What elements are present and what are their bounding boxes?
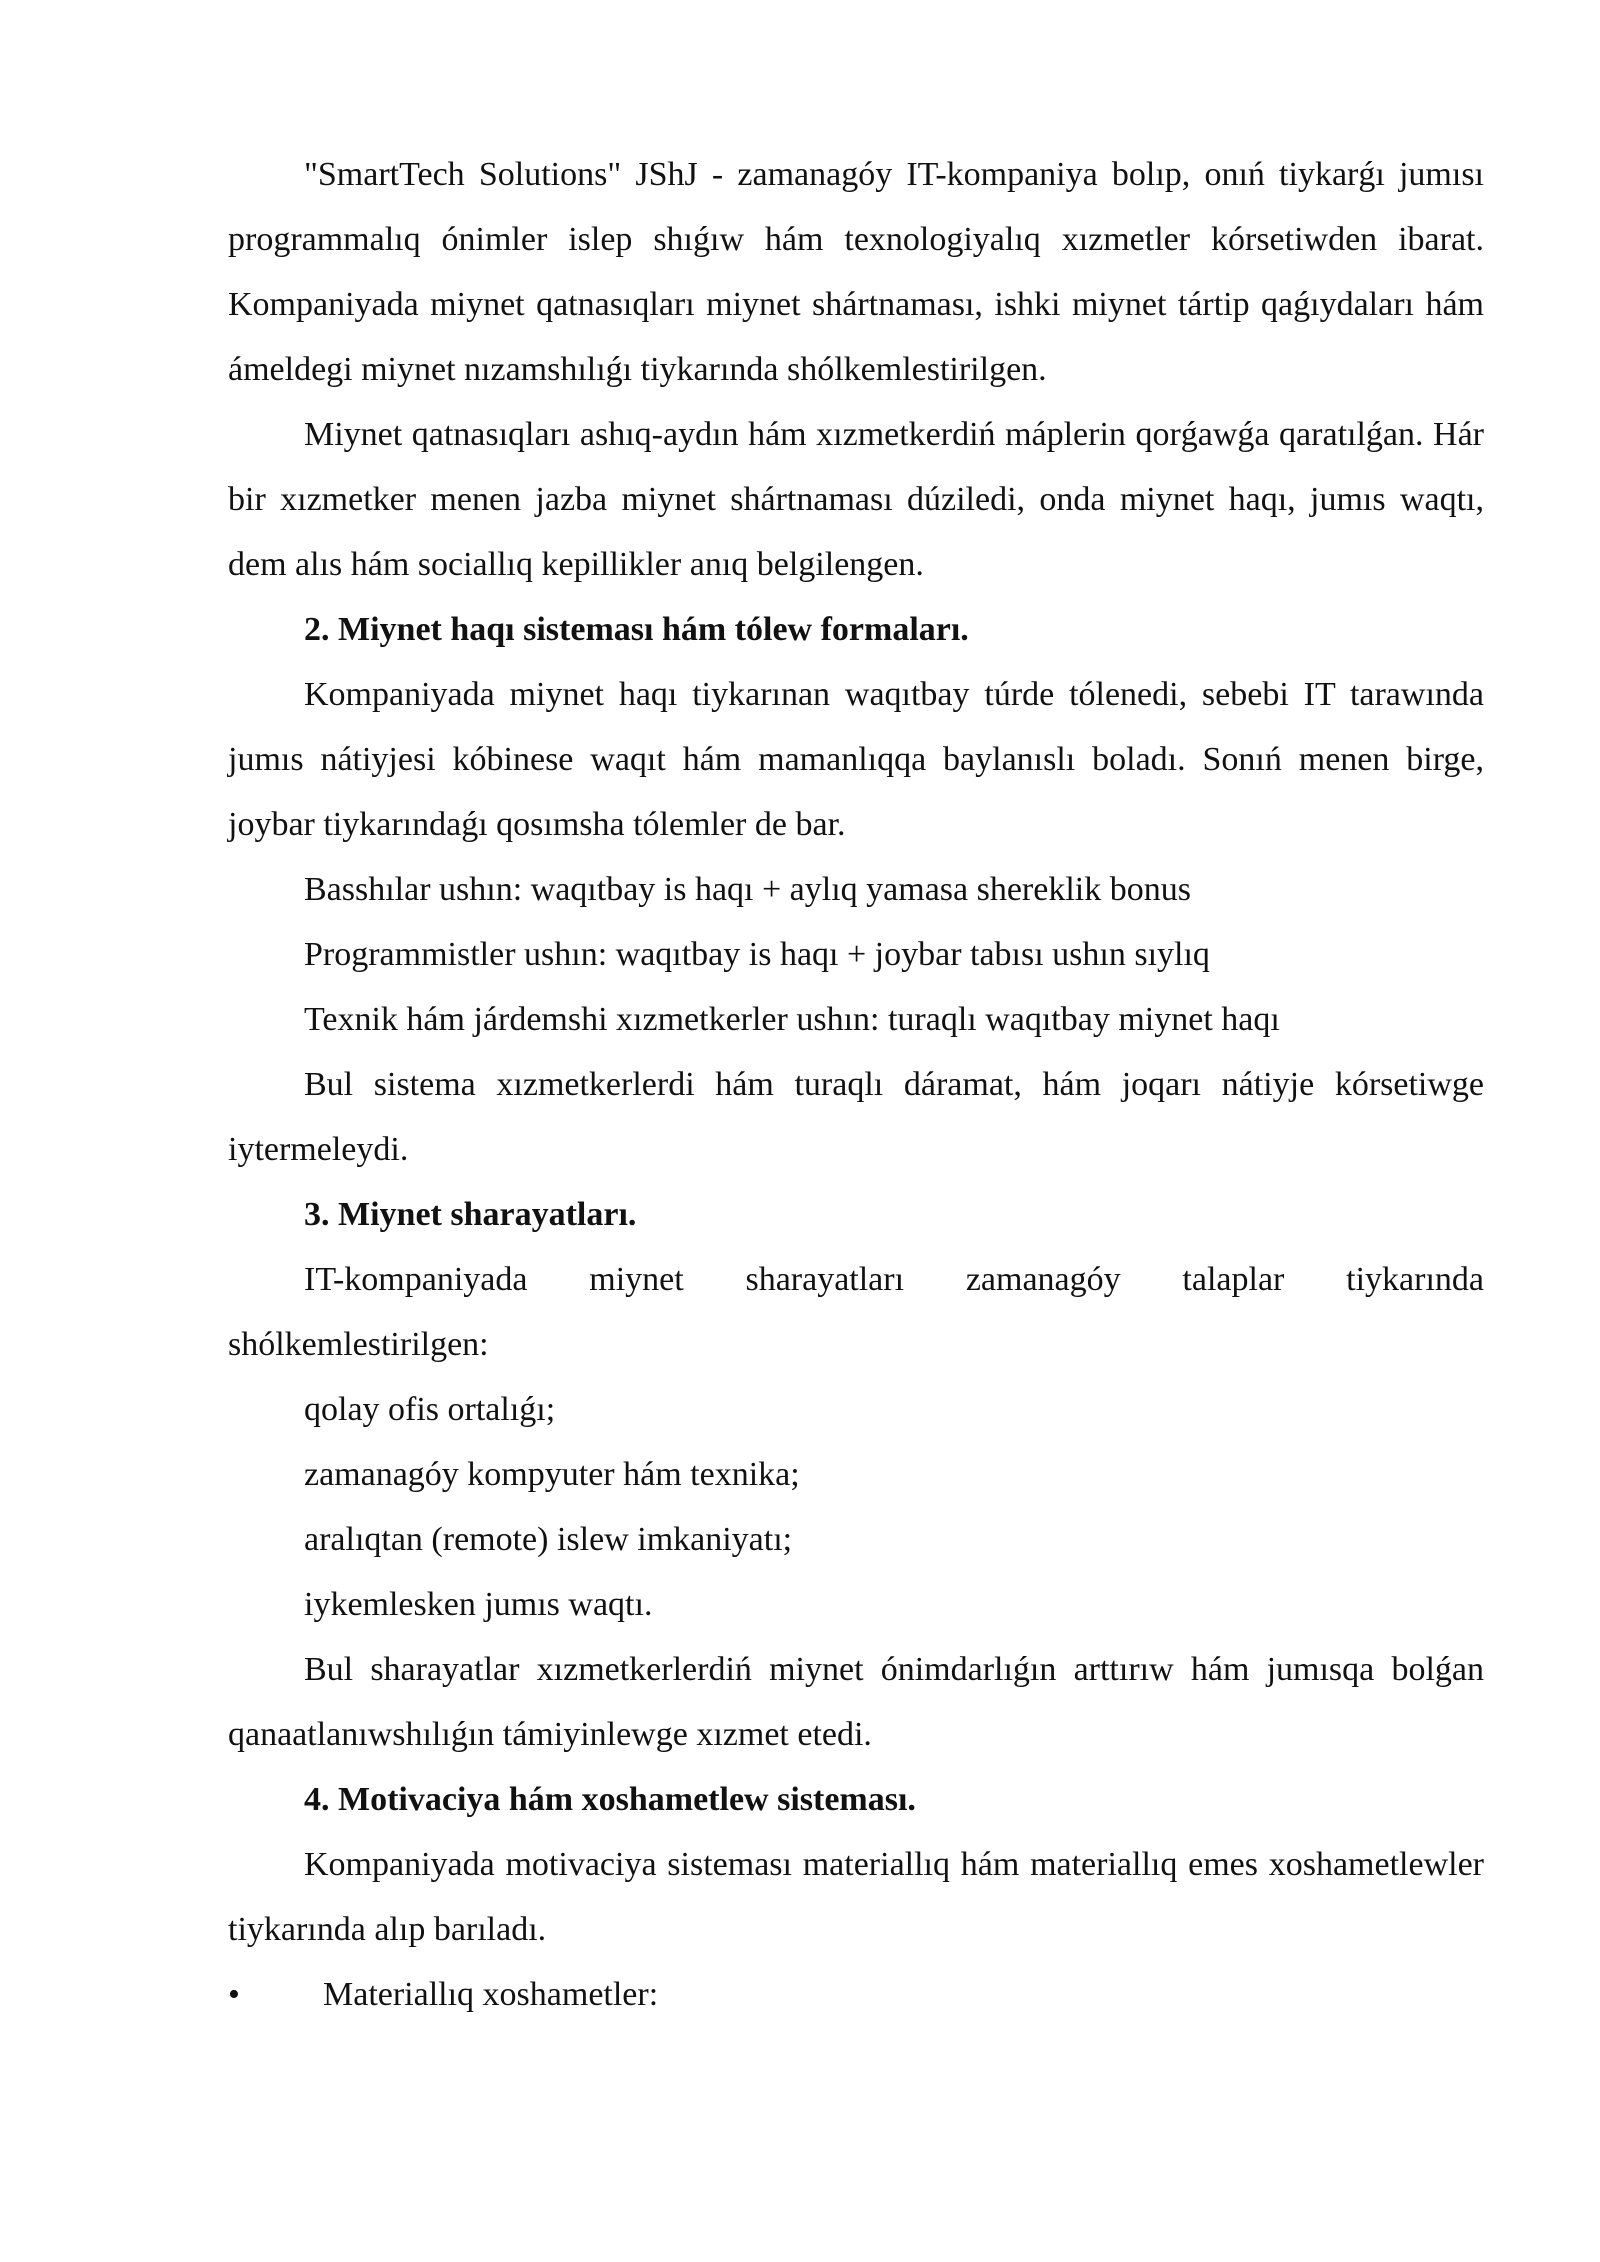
bullet-label: Materiallıq xoshametler: (323, 1976, 659, 2013)
section-3-item: zamanagóy kompyuter hám texnika; (304, 1456, 800, 1493)
section-2-item: Basshılar ushın: waqıtbay is haqı + aylıq yamasa shereklik bonus (304, 871, 1191, 908)
section-4-heading: 4. Motivaciya hám xoshametlew sisteması. (304, 1781, 916, 1818)
section-3-item: qolay ofis ortalıǵı; (304, 1391, 556, 1428)
section-3-heading: 3. Miynet sharayatları. (304, 1196, 637, 1233)
relations-paragraph: Miynet qatnasıqları ashıq-aydın hám xızmetkerdiń máplerin qorǵawǵa qaratılǵan. Hár bir xızmetker menen jazba miynet shártnaması dúziledi, onda miynet haqı, jumıs waqtı, dem alıs hám sociallıq kepillikler anıq belgilengen. (228, 416, 1484, 583)
section-2-heading: 2. Miynet haqı sisteması hám tólew formaları. (304, 611, 969, 648)
section-4-intro: Kompaniyada motivaciya sisteması materiallıq hám materiallıq emes xoshametlewler tiykarında alıp barıladı. (228, 1846, 1484, 1948)
bullet-list-item (228, 1962, 1484, 2027)
section-3-item: iykemlesken jumıs waqtı. (304, 1586, 653, 1623)
section-2-conclusion: Bul sistema xızmetkerlerdi hám turaqlı dáramat, hám joqarı nátiyje kórsetiwge iytermeleydi. (228, 1066, 1484, 1168)
document-page (228, 142, 1484, 2027)
section-3-item: aralıqtan (remote) islew imkaniyatı; (304, 1521, 793, 1558)
section-2-intro: Kompaniyada miynet haqı tiykarınan waqıtbay túrde tólenedi, sebebi IT tarawında jumıs nátiyjesi kóbinese waqıt hám mamanlıqqa baylanıslı boladı. Sonıń menen birge, joybar tiykarındaǵı qosımsha tólemler de bar. (228, 676, 1484, 843)
section-3-intro: IT-kompaniyada miynet sharayatları zamanagóy talaplar tiykarında shólkemlestirilgen: (228, 1261, 1484, 1363)
bullet-icon: • (228, 1976, 240, 2013)
section-3-conclusion: Bul sharayatlar xızmetkerlerdiń miynet ónimdarlıǵın arttırıw hám jumısqa bolǵan qanaatlanıwshılıǵın támiyinlewge xızmet etedi. (228, 1651, 1484, 1753)
section-2-item: Programmistler ushın: waqıtbay is haqı + joybar tabısı ushın sıylıq (304, 936, 1210, 973)
section-2-item: Texnik hám járdemshi xızmetkerler ushın: turaqlı waqıtbay miynet haqı (304, 1001, 1280, 1038)
intro-paragraph: "SmartTech Solutions" JShJ - zamanagóy IT-kompaniya bolıp, onıń tiykarǵı jumısı programmalıq ónimler islep shıǵıw hám texnologiyalıq xızmetler kórsetiwden ibarat. Kompaniyada miynet qatnasıqları miynet shártnaması, ishki miynet tártip qaǵıydaları hám ámeldegi miynet nızamshılıǵı tiykarında shólkemlestirilgen. (228, 156, 1484, 388)
